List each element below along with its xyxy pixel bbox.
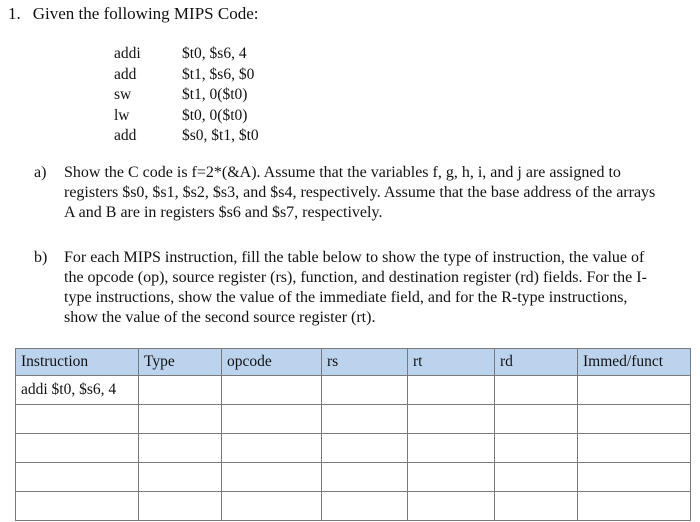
part-a-text: Show the C code is f=2*(&A). Assume that the variables f, g, h, i, and j are assigned to registers $s0, $s1, $s2, $s3, and $s4, respectively. Assume that the base address of the arrays A and B are in registers $s6 and $s7, respectively. <box>64 164 656 221</box>
table-row <box>16 405 691 434</box>
table-cell[interactable] <box>408 405 495 434</box>
table-cell[interactable] <box>322 376 408 405</box>
code-operands: $t1, $s6, $0 <box>182 65 255 83</box>
table-row <box>16 463 691 492</box>
table-cell[interactable] <box>139 405 222 434</box>
code-opcode: add <box>114 65 137 83</box>
question-number: 1. <box>8 4 21 23</box>
table-cell[interactable] <box>578 376 691 405</box>
table-cell[interactable] <box>578 492 691 521</box>
part-b-text: For each MIPS instruction, fill the table below to show the type of instruction, the value of the opcode (op), source register (rs), function, and destination register (rd) fields. For the I-type instructions, show the value of the immediate field, and for the R-type instructions, show the value of the second source register (rt). <box>64 249 647 326</box>
table-cell[interactable] <box>322 492 408 521</box>
table-cell[interactable] <box>322 405 408 434</box>
table-header-row <box>16 349 691 376</box>
table-row <box>16 376 691 405</box>
question-title-text: Given the following MIPS Code: <box>32 4 259 23</box>
part-b <box>34 248 664 328</box>
table-cell[interactable] <box>139 463 222 492</box>
table-cell[interactable] <box>578 405 691 434</box>
code-operands: $t1, 0($t0) <box>182 86 248 103</box>
code-operands: $s0, $t1, $t0 <box>182 127 259 144</box>
header-opcode: opcode <box>222 349 322 376</box>
code-opcode: addi <box>114 45 141 62</box>
answer-table <box>15 348 691 521</box>
table-cell[interactable] <box>16 492 139 521</box>
part-b-label: b) <box>34 249 48 266</box>
table-cell[interactable] <box>408 434 495 463</box>
part-a <box>34 163 664 223</box>
part-a-label: a) <box>34 164 47 181</box>
table-cell[interactable] <box>16 463 139 492</box>
code-opcode: add <box>114 127 137 144</box>
table-cell[interactable] <box>322 434 408 463</box>
table-cell[interactable] <box>222 492 322 521</box>
table-cell[interactable] <box>495 492 578 521</box>
header-rd: rd <box>495 349 578 376</box>
code-operands: $t0, $s6, 4 <box>182 45 247 62</box>
code-line <box>114 106 259 127</box>
table-cell[interactable] <box>495 376 578 405</box>
code-line <box>114 126 259 147</box>
code-operands: $t0, 0($t0) <box>182 106 248 124</box>
table-cell[interactable]: addi $t0, $s6, 4 <box>16 376 139 405</box>
table-cell[interactable] <box>222 434 322 463</box>
header-rt: rt <box>408 349 495 376</box>
table-cell[interactable] <box>495 405 578 434</box>
header-rs: rs <box>322 349 408 376</box>
code-opcode: lw <box>114 106 130 124</box>
table-cell[interactable] <box>222 405 322 434</box>
header-instruction: Instruction <box>16 349 139 376</box>
table-cell[interactable] <box>495 463 578 492</box>
table-cell[interactable] <box>139 376 222 405</box>
question-title <box>8 4 258 24</box>
code-line <box>114 65 259 86</box>
code-opcode: sw <box>114 86 132 103</box>
table-cell[interactable] <box>322 463 408 492</box>
code-line <box>114 85 259 106</box>
table-row <box>16 434 691 463</box>
table-row <box>16 492 691 521</box>
table-cell[interactable] <box>408 492 495 521</box>
code-line <box>114 44 259 65</box>
table-cell[interactable] <box>139 492 222 521</box>
table-cell[interactable] <box>222 376 322 405</box>
mips-code-block <box>114 44 259 147</box>
table-cell[interactable] <box>16 434 139 463</box>
table-cell[interactable] <box>578 434 691 463</box>
header-type: Type <box>139 349 222 376</box>
table-cell[interactable] <box>578 463 691 492</box>
table-cell[interactable] <box>222 463 322 492</box>
table-cell[interactable] <box>408 376 495 405</box>
table-cell[interactable] <box>16 405 139 434</box>
table-cell[interactable] <box>408 463 495 492</box>
header-immed-funct: Immed/funct <box>578 349 691 376</box>
table-cell[interactable] <box>495 434 578 463</box>
table-cell[interactable] <box>139 434 222 463</box>
